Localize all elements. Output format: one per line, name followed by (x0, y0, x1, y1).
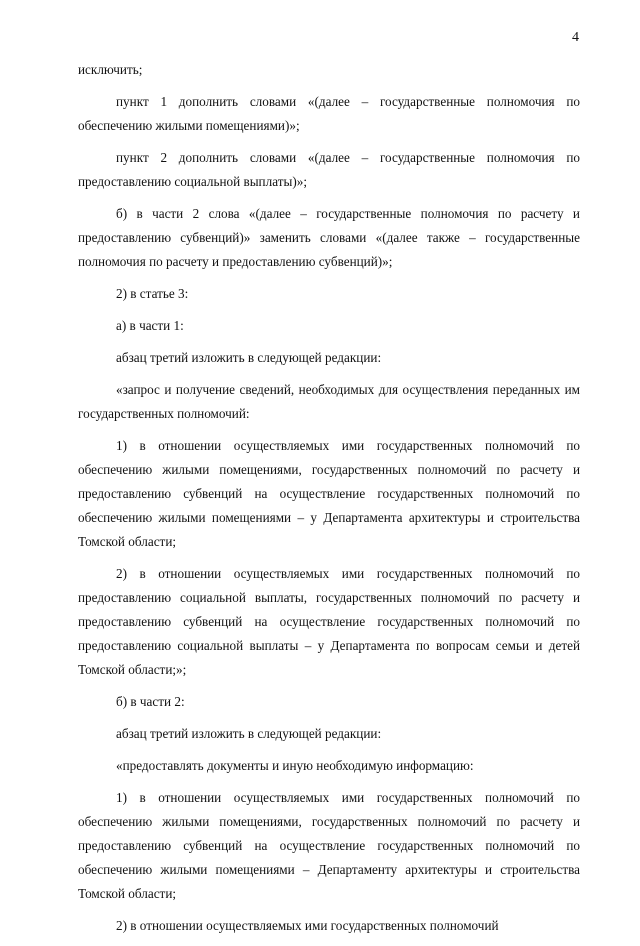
paragraph-point-1-amendment: пункт 1 дополнить словами «(далее – государственные полномочия по обеспечению жилыми помещениями)»; (78, 94, 580, 133)
paragraph-third-abstract-1: абзац третий изложить в следующей редакции: (116, 350, 382, 365)
paragraph-provide-docs: «предоставлять документы и иную необходимую информацию: (116, 758, 474, 773)
paragraph-request-item-1: 1) в отношении осуществляемых ими государственных полномочий по обеспечению жилыми помещениями, государственных полномочий по расчету и предоставлению субвенций на осуществление государственных полномочий по обеспечению жилыми помещениями – у Департамента архитектуры и строительства Томской области; (78, 438, 580, 549)
paragraph-part-1-heading: а) в части 1: (116, 318, 184, 333)
paragraph-third-abstract-2: абзац третий изложить в следующей редакции: (116, 726, 382, 741)
page-number: 4 (572, 30, 579, 45)
paragraph-article-3-heading: 2) в статье 3: (116, 286, 189, 301)
paragraph-provide-item-1: 1) в отношении осуществляемых ими государственных полномочий по обеспечению жилыми помещениями, государственных полномочий по расчету и предоставлению субвенций на осуществление государственных полномочий по обеспечению жилыми помещениями – Департаменту архитектуры и строительства Томской области; (78, 790, 580, 901)
paragraph-provide-item-2: 2) в отношении осуществляемых ими государственных полномочий (116, 918, 499, 933)
document-body (78, 58, 580, 946)
paragraph-part-2-heading: б) в части 2: (116, 694, 185, 709)
paragraph-request-info: «запрос и получение сведений, необходимых для осуществления переданных им государственных полномочий: (78, 382, 580, 421)
paragraph-exclude: исключить; (78, 62, 143, 77)
paragraph-part-2-replacement: б) в части 2 слова «(далее – государственные полномочия по расчету и предоставлению субвенций)» заменить словами «(далее также – государственные полномочия по расчету и предоставлению субвенций)»; (78, 206, 580, 269)
paragraph-point-2-amendment: пункт 2 дополнить словами «(далее – государственные полномочия по предоставлению социальной выплаты)»; (78, 150, 580, 189)
paragraph-request-item-2: 2) в отношении осуществляемых ими государственных полномочий по предоставлению социальной выплаты, государственных полномочий по расчету и предоставлению субвенций на осуществление государственных полномочий по предоставлению социальной выплаты – у Департамента по вопросам семьи и детей Томской области;»; (78, 566, 580, 677)
